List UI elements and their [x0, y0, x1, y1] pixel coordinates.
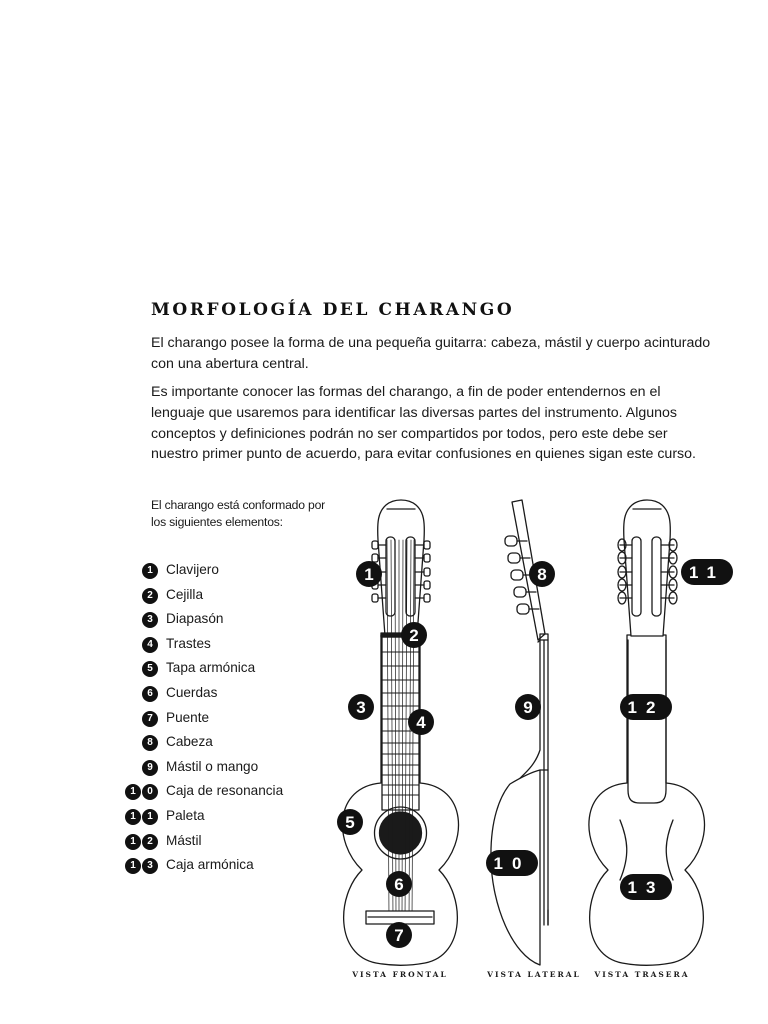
marker-5	[337, 809, 363, 835]
number-badge: 5	[142, 661, 158, 677]
svg-text:2: 2	[409, 626, 419, 645]
number-badge: 8	[142, 735, 158, 751]
marker-4	[408, 709, 434, 735]
legend-label: Trastes	[166, 635, 211, 651]
number-badge: 6	[142, 686, 158, 702]
caption-back-view: VISTA TRASERA	[594, 970, 690, 979]
svg-text:7: 7	[394, 926, 404, 945]
legend-label: Caja armónica	[166, 857, 254, 873]
marker-8	[529, 561, 555, 587]
legend-label: Paleta	[166, 807, 205, 823]
paragraph-1: El charango posee la forma de una pequeña guitarra: cabeza, mástil y cuerpo acinturado con una abertura central.	[151, 335, 711, 372]
paragraph-2: Es importante conocer las formas del charango, a fin de poder entendernos en el lenguaje que usaremos para identificar las diversas partes del instrumento. Algunos conceptos y definiciones podrán no ser compartidos por todos, pero este debe ser nuestro primer punto de acuerdo, para evitar confusiones en quienes sigan este curso.	[151, 384, 696, 463]
svg-text:12: 12	[627, 698, 665, 717]
marker-9	[515, 694, 541, 720]
back-body	[589, 635, 705, 965]
page-title: MORFOLOGÍA DEL CHARANGO	[151, 300, 515, 320]
svg-text:13: 13	[627, 878, 665, 897]
svg-text:5: 5	[345, 813, 355, 832]
legend-label: Diapasón	[166, 611, 224, 627]
number-badge: 1 1	[125, 809, 158, 825]
svg-text:4: 4	[416, 713, 426, 732]
legend-label: Mástil	[166, 832, 202, 848]
svg-text:8: 8	[537, 565, 547, 584]
back-headstock	[624, 500, 671, 636]
marker-12	[620, 694, 672, 720]
caption-front-view: VISTA FRONTAL	[352, 970, 448, 979]
legend-intro: El charango está conformado por los siguientes elementos:	[151, 498, 326, 529]
number-badge: 9	[142, 760, 158, 776]
marker-13	[620, 874, 672, 900]
number-badge: 1 2	[125, 834, 158, 850]
number-badge: 7	[142, 711, 158, 727]
front-soundhole	[380, 812, 422, 854]
legend-label: Clavijero	[166, 562, 219, 577]
marker-3	[348, 694, 374, 720]
marker-7	[386, 922, 412, 948]
marker-10	[486, 850, 538, 876]
svg-text:9: 9	[523, 698, 533, 717]
legend-label: Cuerdas	[166, 684, 218, 700]
marker-11	[681, 559, 733, 585]
number-badge: 1 3	[125, 858, 158, 874]
svg-text:1: 1	[364, 565, 374, 584]
legend-label: Mástil o mango	[166, 758, 259, 774]
caption-side-view: VISTA LATERAL	[487, 970, 581, 979]
marker-2	[401, 622, 427, 648]
front-headstock	[378, 500, 425, 636]
number-badge: 3	[142, 612, 158, 628]
legend-label: Caja de resonancia	[166, 783, 284, 799]
marker-6	[386, 871, 412, 897]
svg-text:3: 3	[356, 698, 366, 717]
svg-text:10: 10	[493, 854, 531, 873]
number-badge: 1	[142, 563, 158, 579]
legend-label: Puente	[166, 709, 210, 725]
number-badge: 2	[142, 588, 158, 604]
legend-label: Cejilla	[166, 586, 204, 602]
number-badge: 1 0	[125, 784, 158, 800]
legend-label: Tapa armónica	[166, 660, 256, 676]
svg-text:11: 11	[689, 563, 725, 582]
charango-diagram	[330, 490, 768, 990]
svg-text:6: 6	[394, 875, 404, 894]
marker-1	[356, 561, 382, 587]
legend-label: Cabeza	[166, 734, 213, 750]
number-badge: 4	[142, 637, 158, 653]
